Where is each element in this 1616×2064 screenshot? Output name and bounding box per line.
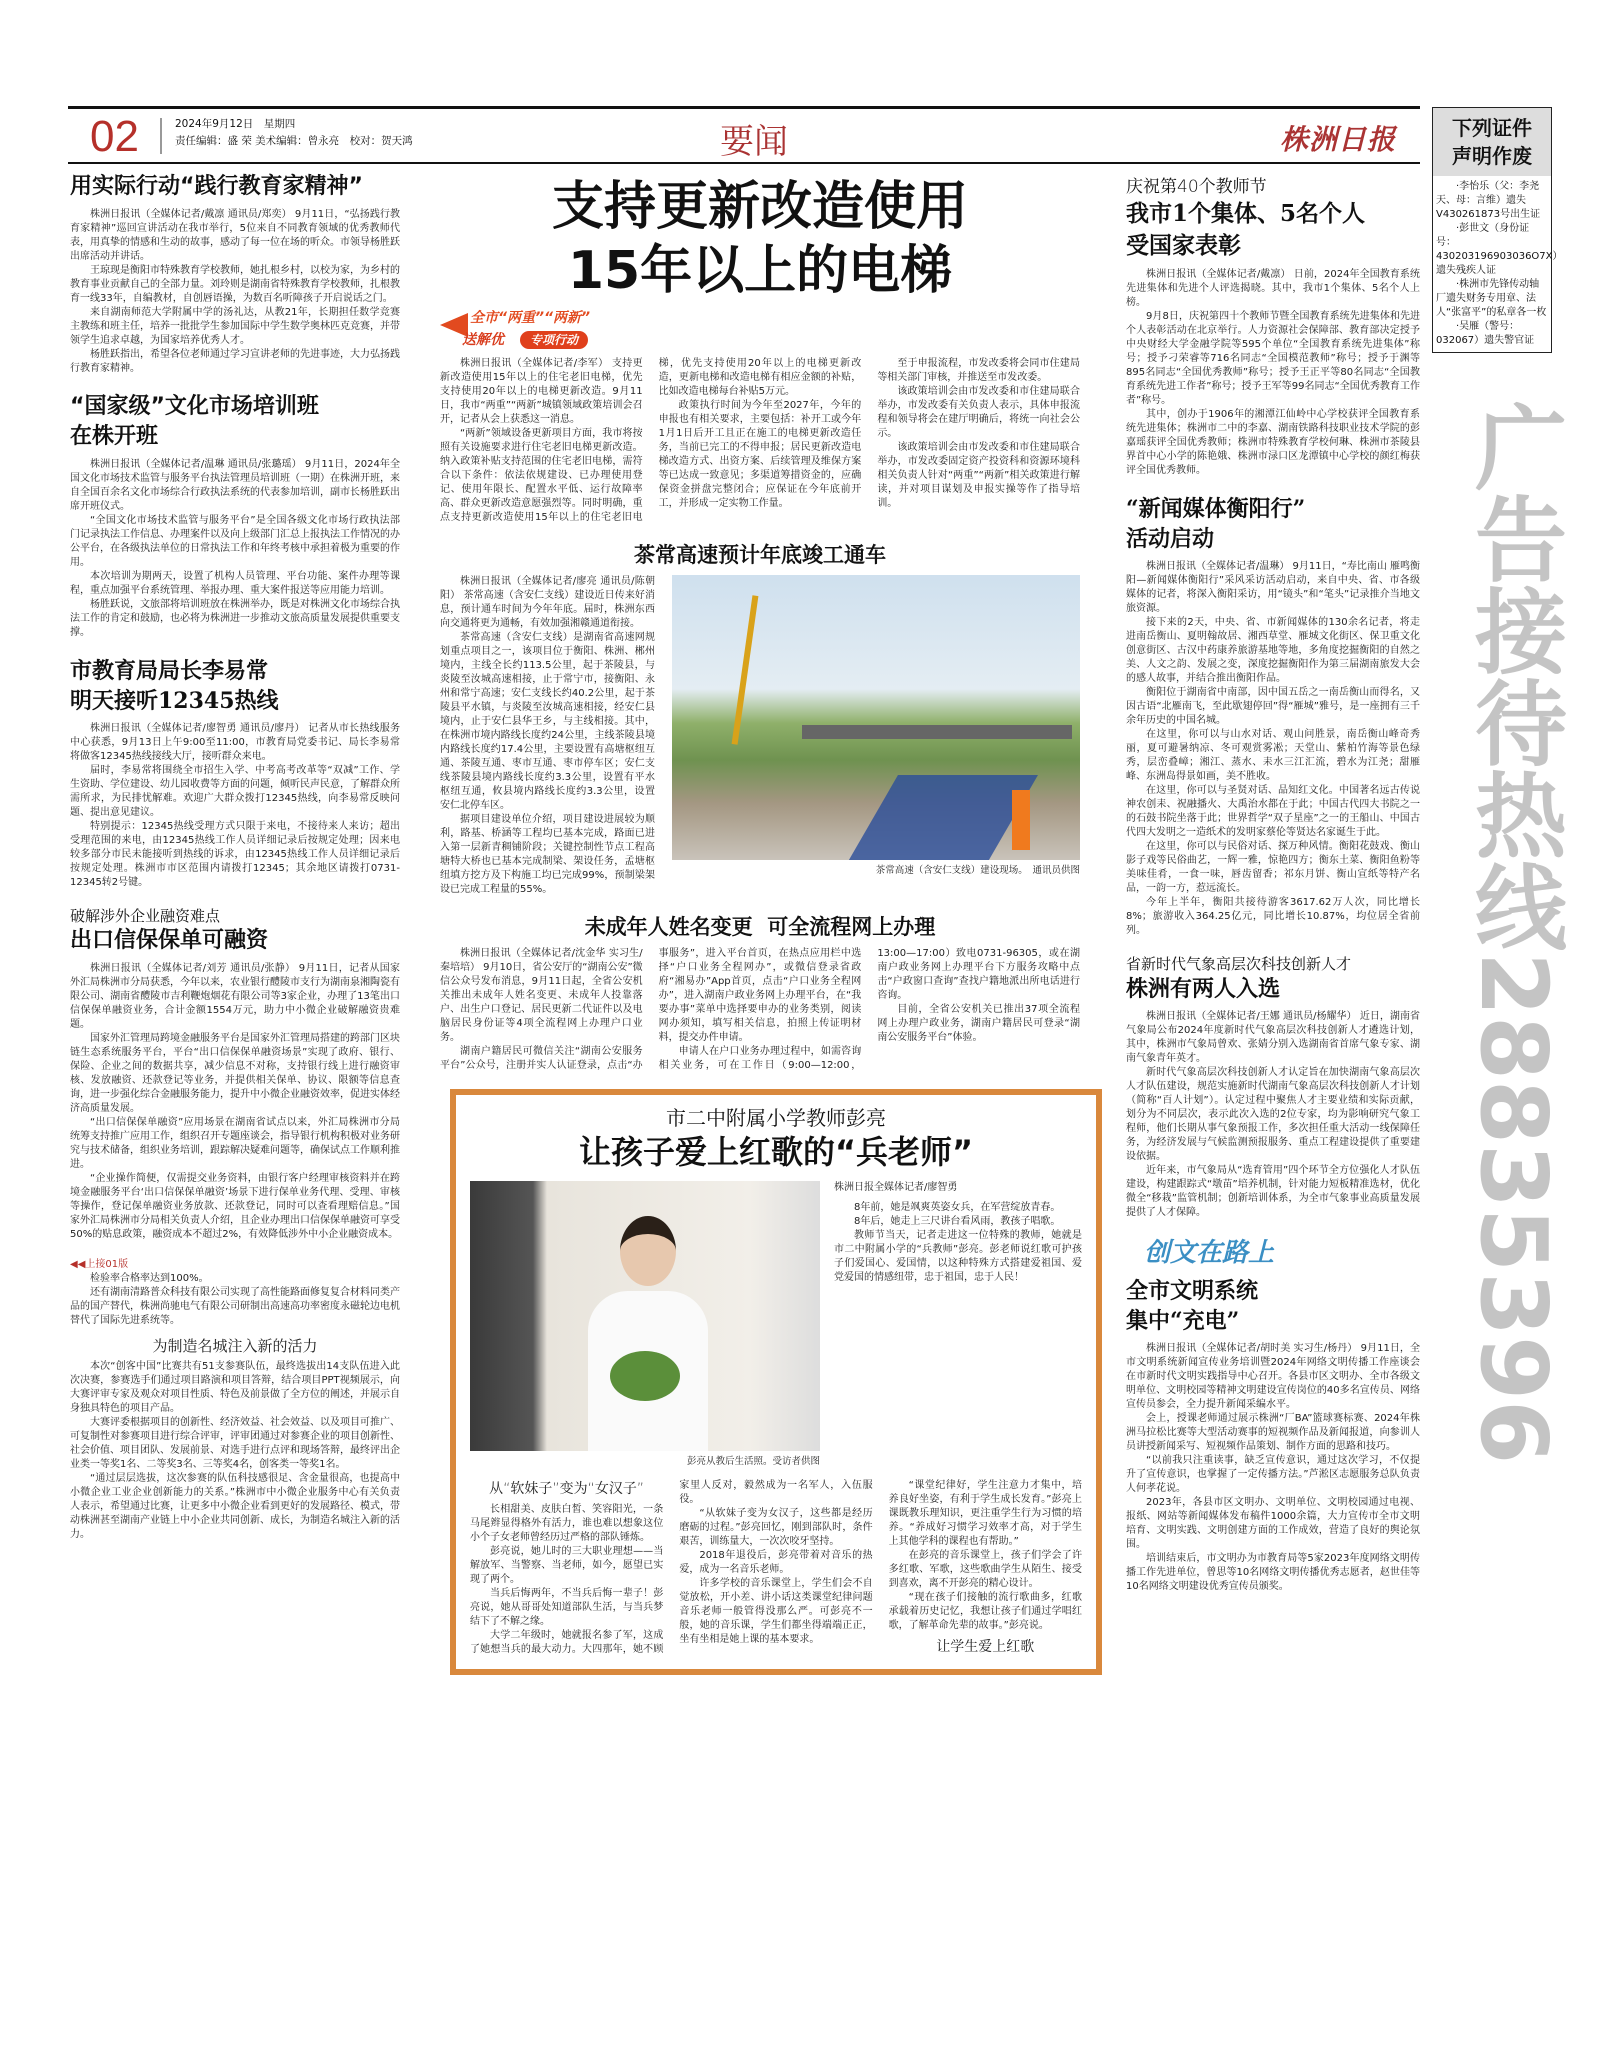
continued-from: ◀◀上接01版 (70, 1259, 129, 1270)
teacher-subhead-1: 从“软妹子”变为“女汉子” (489, 1481, 645, 1497)
paragraph: 株洲日报讯（全媒体记者/王娜 通讯员/杨耀华） 近日，湖南省气象局公布2024年度新时代气象高层次科技创新人才遴选计划，其中，株洲市气象局曾欢、张婧分别入选湖南省首席气象专家、湖南气象青年英才。 (1126, 1011, 1420, 1064)
civil-article (1126, 1342, 1420, 1594)
paragraph: ·吴雁（警号：032067）遗失警官证 (1436, 321, 1535, 346)
paragraph: 茶常高速（含安仁支线）是湖南省高速网规划重点项目之一，该项目位于衡阳、株洲、郴州境内，主线全长约113.5公里，起于茶陵县，与炎陵至汝城高速相接，止于常宁市，接衡阳、永州和常宁高速；安仁支线长约40.2公里，起于茶陵县平水镇，与炎陵至汝城高速相接，经安仁县境内，止于安仁县华王乡，与主线相接。其中，在株洲市境内路线长度约24公里，主线茶陵县境内路线长度约17.4公里，主要设置有高塘枢纽互通、茶陵互通、枣市互通、枣市停车区；安仁支线茶陵县境内路线长度约3.3公里，设置有平水枢纽互通，攸县境内路线长度约3.3公里，设置安仁北停车区。 (440, 632, 655, 811)
highway-article (440, 575, 655, 897)
paragraph: “两新”领域设备更新项目方面，我市将按照有关设施要求进行住宅老旧电梯更新改造。纳入政策补贴支持范围的住宅老旧电梯，需符合以下条件：依法依规建设、已办理使用登记、使用年限长、配置水平低、运行故障率高、群众更新改造意愿强烈等。同时明确，重点支持更新改造使用15年以上的住宅老旧电梯，优先支持使用20年以上的电梯更新改造，更新电梯和改造电梯有相应金额的补贴，比如改造电梯每台补贴5万元。 (440, 358, 862, 523)
paragraph: 彭亮说，她儿时的三大职业理想——当解放军、当警察、当老师，如今，愿望已实现了两个。 (470, 1546, 664, 1585)
notice-items (1433, 176, 1563, 352)
civil-logo: 创文在路上 (1144, 1238, 1275, 1268)
headline-line: “新闻媒体衡阳行” (1126, 496, 1306, 522)
paragraph: 株洲日报讯（全媒体记者/戴凛） 日前，2024年全国教育系统先进集体和先进个人评选揭晓。其中，我市1个集体、5名个人上榜。 (1126, 269, 1420, 308)
minor-article (440, 947, 1080, 1073)
teacher-article-bottom (470, 1479, 1082, 1657)
headline-line: 我市1个集体、5名个人 (1126, 200, 1366, 227)
paragraph: ·李怡乐（父：李尧天、母：言维）遗失V430261873号出生证 (1436, 181, 1541, 220)
paragraph: 株洲日报讯（全媒体记者/胡时美 实习生/杨丹） 9月11日，全市文明系统新闻宣传业务培训暨2024年网络文明传播工作座谈会在市新时代文明实践指导中心召开。各县市区文明办、全市各级文明单位、文明校园等精神文明建设宣传岗位的40多名宣传员、网络宣传员参会，全力提升新闻采编水平。 (1126, 1343, 1420, 1410)
teacher-row (470, 1181, 1082, 1469)
headline-line: 市教育局局长李易常 (70, 658, 269, 684)
article-a2 (70, 458, 400, 640)
teacher-byline: 株洲日报全媒体记者/廖智勇 (834, 1182, 958, 1193)
teacher-headline: 让孩子爱上红歌的“兵老师” (578, 1133, 974, 1171)
paragraph: 近年来，市气象局从“选育管用”四个环节全方位强化人才队伍建设，构建跟踪式“墩苗”培养机制，针对能力短板精准选材，优化微全“移栽”监管机制；创新培训体系，为全市气象事业高质量发展提供了人才保障。 (1126, 1165, 1420, 1218)
ad-hotline: 广告接待热线28835396 (1460, 400, 1567, 1465)
paragraph: 接下来的2天，中央、省、市新闻媒体的130余名记者，将走进南岳衡山、夏明翰故居、湘西草堂、雁城文化街区、保卫重文化创意街区、古汉中药康养旅游基地等地，多角度挖掘衡阳的自然之美、人文之韵、发展之变，深度挖掘衡阳作为第三届湖南旅发大会的感人故事，并结合推出衡阳作品。 (1126, 617, 1420, 684)
bridge-girder (802, 725, 1072, 739)
paragraph: 2023年，各县市区文明办、文明单位、文明校园通过电视、报纸、网站等新闻媒体发布稿件1000余篇，大力宣传市全市文明培育、文明实践、文明创建方面的工作成效，营造了良好的舆论氛围。 (1126, 1497, 1420, 1550)
paragraph: 株洲日报讯（全媒体记者/戴凛 通讯员/郑奕） 9月11日，“弘扬践行教育家精神”巡回宣讲活动在我市举行，5位来自不同教育领域的优秀教师代表，用真挚的情感和生动的故事，感动了每一位在场的听众。市领导杨胜跃出席活动并讲话。 (70, 209, 400, 262)
paragraph: “企业操作简便，仅需提交业务资料，由银行客户经理审核资料并在跨境金融服务平台‘出口信保保单融资’场景下进行保单业务代理、受理、审核等操作，登记保单融资业务放款、还款登记，同时可以查看理赔信息。”国家外汇局株洲市分局相关负责人介绍，且企业办理出口信保保单融资可享受50%的贴息政策，融资成本不超过2%，有效降低涉外中小企业融资成本。 (70, 1173, 400, 1240)
teacher-paras (834, 1201, 1082, 1285)
teacher-paras-b (470, 1479, 1082, 1657)
paragraph: 至于申报流程，市发改委将会同市住建局等相关部门审核，并推送至市发改委。 (877, 358, 1080, 383)
notice-title-line: 声明作废 (1452, 144, 1532, 168)
paragraph: 株洲日报讯（全媒体记者/李军） 支持更新改造使用15年以上的住宅老旧电梯，优先支持使用20年以上的电梯更新改造。9月11日，我市“两重”“两新”城镇领域政策培训会召开，记者从会上获悉这一消息。 (440, 358, 643, 425)
paragraph: 9月8日，庆祝第四十个教师节暨全国教育系统先进集体和先进个人表彰活动在北京举行。人力资源社会保障部、教育部决定授予中央财经大学金融学院等595个单位“全国教育系统先进集体”称号；授予刁荣睿等716名同志“全国模范教师”称号；授予于渊等895名同志“全国优秀教师”称号；授予王正平等80名同志“全国教育系统先进工作者”称号；授予王军等99名同志“全国优秀教育工作者”称号。 (1126, 311, 1420, 406)
paragraph: ·株洲市先锋传动轴厂遗失财务专用章、法人“张富平”的私章各一枚 (1436, 279, 1547, 318)
paragraph: 本次培训为期两天，设置了机构人员管理、平台功能、案件办理等课程，重点加强平台系统管理、举报办理、重大案件报送等应用能力培训。 (70, 571, 400, 596)
talent-headline: 株洲有两人入选 (1126, 976, 1281, 1002)
teacher-photo (470, 1181, 820, 1451)
badge-line: 全市“两重”“两新” (470, 310, 591, 326)
paragraph: “出口信保保单融资”应用场景在湖南省试点以来，外汇局株洲市分局统筹支持推广应用工作，组织召开专题座谈会，指导银行机构积极对业务研究与技术储备，组织业务培训，跟踪解决疑难问题等，确保试点工作顺利推进。 (70, 1117, 400, 1170)
paragraph: 教师节当天，记者走进这一位特殊的教师，她就是市二中附属小学的“兵教师”彭亮。彭老师说红歌可护孩子们爱国心、爱国情，以这种特殊方式搭建爱祖国、爱党爱国的情感纽带，忠于祖国，忠于人民！ (834, 1230, 1082, 1283)
media-article (1126, 560, 1420, 938)
paragraph: 8年后，她走上三尺讲台看风雨，教孩子唱歌。 (854, 1216, 1061, 1227)
page-number: 02 (90, 112, 139, 161)
paragraph: 湖南户籍居民可微信关注“湖南公安服务平台”公众号，注册并实人认证登录，点击“办事服务”，进入平台首页，在热点应用栏中选择“户口业务全程网办”，或微信登录省政府“湘易办”App首页，点击“户口业务全程网办”，进入湖南户政业务网上办理平台，在“我要办事”菜单中选择要申办的业务类别，阅读网办须知，填写相关信息，拍照上传证明材料，提交办件申请。 (440, 948, 862, 1071)
minor-headline: 未成年人姓名变更 可全流程网上办理 (584, 914, 936, 939)
media-headline (1126, 494, 1420, 554)
feature-box (450, 1089, 1102, 1675)
notice-ad-box (1432, 107, 1563, 353)
paragraph: 目前，全省公安机关已推出37项全流程网上办理户政业务，湖南户籍居民可登录“湖南公安服务平台”体验。 (877, 1004, 1080, 1043)
headline-line: 在株开班 (70, 424, 159, 449)
headline-line: 全市文明系统 (1126, 1278, 1259, 1304)
paragraph: 株洲日报讯（全媒体记者/刘芳 通讯员/张静） 9月11日，记者从国家外汇局株洲市分局获悉，今年以来，农业银行醴陵市支行为湖南泉湘陶瓷有限公司、湖南省醴陵市吉利鞭炮烟花有限公司等3家企业，办理了13笔出口信保保单融资业务，合计金额1554万元，助力中小微企业破解融资贵难题。 (70, 963, 400, 1030)
editors: 责任编辑：盛 荣 美术编辑：曾永亮 校对：贺天鸿 (175, 135, 413, 147)
paragraph: 杨胜跃说，文旅部将培训班放在株洲举办，既是对株洲文化市场综合执法工作的肯定和鼓励，也必将为株洲进一步推动文旅高质量发展提供重要支撑。 (70, 599, 400, 638)
headline-line: “国家级”文化市场培训班 (70, 394, 319, 419)
article-a1 (70, 208, 400, 376)
right-column (1126, 176, 1420, 1594)
article-a5 (70, 1258, 400, 1542)
newspaper-logo: 株洲日报 (1280, 123, 1397, 156)
left-column (70, 172, 400, 1542)
headline-line: 15年以上的电梯 (567, 241, 953, 301)
article-a4 (70, 962, 400, 1242)
fence (846, 775, 1038, 860)
paragraph: “以前我只注重读事，缺乏宣传意识，通过这次学习，不仅提升了宣传意识，也掌握了一定传播方法。”芦淞区志愿服务总队负责人何孝花说。 (1126, 1455, 1420, 1494)
paragraph: 该政策培训会由市发改委和市住建局联合举办，市发改委有关负责人表示，具体申报流程和领导将会在建厅明确后，将统一向社会公示。 (877, 386, 1080, 439)
honor-kicker: 庆祝第40个教师节 (1126, 177, 1267, 197)
paragraph: 大赛评委根据项目的创新性、经济效益、社会效益、以及项目可推广、可复制性对参赛项目进行综合评审，评审团通过对参赛企业的项目创新性、社会价值、项目团队、发展前景、对选手进行点评和现场答辩，最终评出企业类一等奖1名、二等奖3名、三等奖4名，创客类一等奖1名。 (70, 1417, 400, 1470)
paragraph: 2018年退役后，彭亮带着对音乐的热爱，成为一名音乐老师。 (679, 1550, 873, 1575)
teacher-caption: 彭亮从教后生活照。受访者供图 (686, 1456, 820, 1467)
paragraph: 杨胜跃指出，希望各位老师通过学习宣讲老师的先进事迹，大力弘扬践行教育家精神。 (70, 349, 400, 374)
badge-pill: 专项行动 (520, 331, 588, 349)
issue-meta (175, 116, 413, 150)
paragraph: 在这里，你可以与民俗对话、探万种风情。衡阳花鼓戏、衡山影子戏等民俗曲艺，一辉一雅，惊艳四方；衡东土菜、衡阳鱼粉等美味佳肴，一食一味，唇齿留香；祁东月饼、衡山宣纸等特产名品，一韵一方，惹远流长。 (1126, 841, 1420, 894)
paragraph: 新时代气象高层次科技创新人才认定旨在加快湖南气象高层次人才队伍建设，规范实施新时代湖南气象高层次科技创新人才计划（简称“百人计划”）。认定过程中聚焦人才主要业绩和实际贡献，划分为不同层次，表示此次入选的2位专家，均为影响研究气象工程师，他们长期从事气象预报工作，多次担任重大活动一线保障任务，为经济发展与气候监测预报服务、重点工程建设提供了重要建设依据。 (1126, 1067, 1420, 1162)
paragraph: 株洲日报讯（全媒体记者/廖亮 通讯员/陈朝阳） 茶常高速（含安仁支线）建设近日传来好消息，预计通车时间为今年年底。届时，株洲东西向交通将更为通畅，有效加强湘赣通道衔接。 (440, 576, 655, 629)
plant (610, 1351, 680, 1401)
honor-article (1126, 268, 1420, 478)
paragraph: 该政策培训会由市发改委和市住建局联合举办，市发改委固定资产投资科和资源环境科相关负责人针对“两重”“两新”相关政策进行解读，并对项目谋划及申报实操等作了指导培训。 (877, 442, 1080, 509)
paragraph: 据项目建设单位介绍，项目建设进展较为顺利，路基、桥涵等工程均已基本完成，路面已进入第一层新青稠铺阶段；关键控制性节点工程高塘特大桥也已基本完成制梁、架设任务，孟塘枢纽填方挖方及下构施工均已完成99%，预制梁架设已完成工程量的55%。 (440, 814, 655, 895)
paragraph: ·彭世文（身份证号：430203196903036O7X）遗失残疾人证 (1436, 223, 1563, 276)
paragraph: 申请人在户口业务办理过程中，如需咨询相关业务，可在工作日（9:00—12:00，13:00—17:00）致电0731-96305，或在湖南户政业务网上办理平台下方服务攻略中点击“户政窗口查询”查找户籍地派出所电话进行咨询。 (658, 948, 1080, 1071)
paragraph: 当兵后悔两年，不当兵后悔一辈子！彭亮说，她从哥哥处知道部队生活，与当兵梦结下了不解之缘。 (470, 1588, 664, 1627)
paragraph: 王琼现是衡阳市特殊教育学校教师，她扎根乡村，以校为家，为乡村的教育事业贡献自己的全部力量。刘玲则是湖南省特殊教育学校教师，扎根教育一线33年，自编教材，自创唇语操，为数百名听障孩子开启说话之门。 (70, 265, 400, 304)
lead-article (440, 357, 1080, 525)
paragraph: 今年上半年，衡阳共接待游客3617.62万人次，同比增长8%；旅游收入364.25亿元，同比增长10.87%，均位居全省前列。 (1126, 897, 1420, 936)
paragraph: 在这里，你可以与山水对话、观山问胜景，南岳衡山峰奇秀丽，夏可避暑纳凉、冬可观赏雾凇；天堂山、紫柏竹海等景色绿秀，层峦叠嶂；湘江、蒸水、耒水三江汇流，碧水为江尧；甜雁峰、东洲岛得景如画，美不胜收。 (1126, 729, 1420, 782)
headline-line: 明天接听12345热线 (70, 688, 279, 714)
issue-date: 2024年9月12日 星期四 (175, 118, 296, 130)
highway-caption: 茶常高速（含安仁支线）建设现场。 通讯员供图 (875, 865, 1080, 876)
paragraph: “现在孩子们接触的流行歌曲多，红歌承载着历史记忆，我想让孩子们通过学唱红歌，了解革命先辈的故事。”彭亮说。 (888, 1592, 1082, 1631)
paragraph: 在彭亮的音乐课堂上，孩子们学会了许多红歌、军歌，这些歌曲学生从陌生、接受到喜欢，离不开彭亮的精心设计。 (888, 1550, 1082, 1589)
highway-photo (672, 575, 1080, 860)
headline-a4: 出口信保保单可融资 (70, 928, 269, 953)
teacher-kicker: 市二中附属小学教师彭亮 (666, 1106, 886, 1130)
badge-line: 送解优 (462, 332, 504, 348)
campaign-badge (440, 309, 610, 351)
paragraph: 长相甜美、皮肤白皙、笑容阳光，一条马尾辫显得格外有活力，谁也难以想象这位小个子女老师曾经历过严格的部队锤炼。 (470, 1504, 664, 1543)
subhead-a5: 为制造名城注入新的活力 (152, 1337, 318, 1355)
paragraph: 本次“创客中国”比赛共有51支参赛队伍，最终选拔出14支队伍进入此次决赛，参赛选手们通过项目路演和项目答辩，结合项目PPT视频展示，向大赛评审专家及观众对项目性质、特色及前景做了全方位的阐述，并展示自身独具特色的项目产品。 (70, 1361, 400, 1414)
highway-row (440, 575, 1080, 897)
talent-kicker: 省新时代气象高层次科技创新人才 (1126, 955, 1352, 973)
teacher-article-right (834, 1181, 1082, 1285)
paragraph: 株洲日报讯（全媒体记者/沈金华 实习生/秦培培） 9月10日，省公安厅的“湖南公安”微信公众号发布消息，9月11日起，全省公安机关推出未成年人姓名变更、未成年人投靠落户、出生户口登记、居民更新二代证件以及电脑居民身份证等4项全流程网上办理户口业务。 (440, 948, 643, 1043)
paragraph: 政策执行时间为今年至2027年，今年的申报也有相关要求，主要包括：补开工或今年1月1日后开工且正在施工的电梯更新改造任务，当前已完工的不得申报；居民更新改造电梯改造方式、出资方案、后续管理及维保方案等已达成一致意见；多渠道筹措资金的，应确保资金拼盘完整闭合；应保证在今年底前开工，并形成一定实物工作量。 (658, 400, 862, 509)
honor-headline (1126, 198, 1420, 262)
article-a5-paras2 (70, 1360, 400, 1542)
paragraph: “课堂纪律好，学生注意力才集中，培养良好坐姿，有利于学生成长发育。”彭亮上课既教乐理知识，更注重学生行为习惯的培养。“养成好习惯学习效率才高，对于学生上其他学科的课程也有帮助。” (888, 1480, 1082, 1547)
paragraph: “通过层层选拔，这次参赛的队伍科技感很足、含金量很高，也提高中小微企业工业企业创新能力的关系。”株洲市中小微企业服务中心有关负责人表示，希望通过比赛，让更多中小微企业看到更好的发展路径、模式，带动株洲甚至湖南产业链上中小企业共同创新、成长，为制造名城注入新的活力。 (70, 1473, 400, 1540)
paragraph: “从软妹子变为女汉子，这些都是经历磨砺的过程。”彭亮回忆，刚到部队时，条件艰苦，训练量大，一次次咬牙坚持。 (679, 1508, 873, 1547)
lead-headline (440, 175, 1080, 303)
paragraph: “全国文化市场技术监管与服务平台”是全国各级文化市场行政执法部门记录执法工作信息、办理案件以及向上级部门汇总上报执法工作情况的办公平台，在各级执法单位的日常执法工作和年终考核中承担着极为重要的作用。 (70, 515, 400, 568)
headline-line: 活动启动 (1126, 526, 1215, 552)
highway-figure (672, 575, 1080, 878)
paragraph: 许多学校的音乐课堂上，学生们会不自觉放松，开小差、讲小话这类课堂纪律问题音乐老师一般管得没那么严。可彭亮不一般，她的音乐课，学生们都坐得端端正正，坐有坐相是她上课的基本要求。 (679, 1578, 873, 1645)
worker (1012, 790, 1030, 850)
paragraph: 培训结束后，市文明办为市教育局等5家2023年度网络文明传播工作先进单位，曾思等10名网络文明传播优秀志愿者，赵世佳等10名网络文明建设优秀宣传员颁奖。 (1126, 1553, 1420, 1592)
paragraph: 株洲日报讯（全媒体记者/温琳 通讯员/张璐瑶） 9月11日，2024年全国文化市场技术监管与服务平台执法管理员培训班（一期）在株洲开班，来自全国百余名文化市场综合行政执法系统的代表参加培训，副市长杨胜跃出席开班仪式。 (70, 459, 400, 512)
highway-headline: 茶常高速预计年底竣工通车 (634, 542, 886, 567)
article-a5-paras (70, 1272, 400, 1328)
section-title: 要闻 (720, 122, 788, 162)
teacher-subhead-2: 让学生爱上红歌 (936, 1639, 1035, 1655)
center-column (440, 175, 1080, 1675)
headline-line: 受国家表彰 (1126, 232, 1241, 259)
paragraph: 检验率合格率达到100%。 (90, 1273, 209, 1284)
headline-line: 支持更新改造使用 (551, 177, 968, 237)
talent-article (1126, 1010, 1420, 1220)
teacher-figure (470, 1181, 820, 1469)
divider (160, 118, 162, 154)
person-head (620, 1216, 676, 1286)
paragraph: 在这里，你可以与圣贤对话、品知红文化。中国著名远古传说神农创耒、祝融播火、大禹治水都在于此；中国古代四大书院之一的石鼓书院坐落于此；世界哲学“双子星座”之一的王船山、中国古代四大发明之一造纸术的发明家蔡伦等贤达名家诞生于此。 (1126, 785, 1420, 838)
notice-title (1433, 108, 1551, 176)
paragraph: 株洲日报讯（全媒体记者/温琳） 9月11日，“寿比南山 雁鸣衡阳—新闻媒体衡阳行”采风采访活动启动，来自中央、省、市各级媒体的记者，将深入衡阳采访，用“镜头”和“笔头”记录推介当地文旅资源。 (1126, 561, 1420, 614)
paragraph: 来自湖南师范大学附属中学的汤礼达，从教21年，长期担任数学竞赛主教练和班主任，培养一批批学生参加国际中学生数学奥林匹克竞赛，并带领学生追求卓越，为国家培养优秀人才。 (70, 307, 400, 346)
paragraph: 株洲日报讯（全媒体记者/廖智勇 通讯员/廖丹） 记者从市长热线服务中心获悉，9月13日上午9:00至11:00，市教育局党委书记、局长李易常将做客12345热线接线大厅，接听群众来电。 (70, 723, 400, 762)
paragraph: 其中，创办于1906年的湘潭江仙岭中心学校获评全国教育系统先进集体；株洲市二中的李嘉、湖南铁路科技职业技术学院的彭嘉瑶获评全国优秀教师；株洲市特殊教育学校何琳、株洲市茶陵县界首中心小学的陈艳娥、株洲市渌口区龙潭镇中心学校的颜红梅获评全国优秀教师。 (1126, 409, 1420, 476)
paragraph: 特别提示：12345热线受理方式只限于来电，不接待来人来访；超出受理范围的来电，由12345热线工作人员详细记录后按规定处理；因来电较多部分市民未能接听到热线的诉求，由12345热线工作人员详细记录后按规定处理。株洲市市区范围内请拨打12345；其余地区请拨打0731-12345转2号键。 (70, 821, 400, 888)
top-rule (68, 106, 1420, 109)
kicker-a4: 破解涉外企业融资难点 (70, 907, 221, 925)
paragraph: 国家外汇管理局跨境金融服务平台是国家外汇管理局搭建的跨部门区块链生态系统服务平台，平台“出口信保保单融资场景”实现了政府、银行、保险、企业之间的数据共享，减少信息不对称，支持银行线上进行融资审核、发放融资、还款登记等业务，并提供相关保单、协议、限额等信息查询，进一步强化综合金融服务能力，提升中小微企业融资效率，促进实体经济高质量发展。 (70, 1033, 400, 1114)
paragraph: 还有湖南清路普众科技有限公司实现了高性能路面修复复合材料同类产品的国产替代，株洲尚驰电气有限公司研制出高速高功率密度永磁轮边电机替代了国际先进系统等。 (70, 1287, 400, 1326)
crane (732, 595, 759, 744)
article-a3 (70, 722, 400, 890)
headline-line: 集中“充电” (1126, 1308, 1240, 1334)
headline-a1: 用实际行动“践行教育家精神” (70, 174, 363, 199)
headline-a3 (70, 656, 400, 716)
paragraph: 届时，李易常将围绕全市招生入学、中考高考改革等“双减”工作、学生资助、学位建设、幼儿园收费等方面的问题，倾听民声民意，了解群众所需所求，为民排忧解难。欢迎广大群众拨打12345热线，向李易常反映问题、提出意见建议。 (70, 765, 400, 818)
paragraph: 8年前，她是飒爽英姿女兵，在军营绽放青春。 (854, 1202, 1061, 1213)
paragraph: 会上，授课老师通过展示株洲“厂BA”篮球赛标赛、2024年株洲马拉松比赛等大型活动赛事的短视频作品及新闻报道，向参训人员讲授新闻采写、短视频作品策划、制作方面的思路和技巧。 (1126, 1413, 1420, 1452)
headline-a2 (70, 392, 400, 452)
notice-title-line: 下列证件 (1452, 116, 1532, 140)
paragraph: 衡阳位于湖南省中南部，因中国五岳之一南岳衡山而得名，又因古语“北雁南飞，至此歇翅停回”得“雁城”雅号，是一座拥有三千余年历史的中国名城。 (1126, 687, 1420, 726)
header-rule (68, 162, 1420, 164)
civil-headline (1126, 1276, 1420, 1336)
paragraph: 大学二年级时，她就报名参了军，这成了她想当兵的最大动力。大四那年，她不顾家里人反对，毅然成为一名军人，入伍服役。 (470, 1480, 873, 1655)
